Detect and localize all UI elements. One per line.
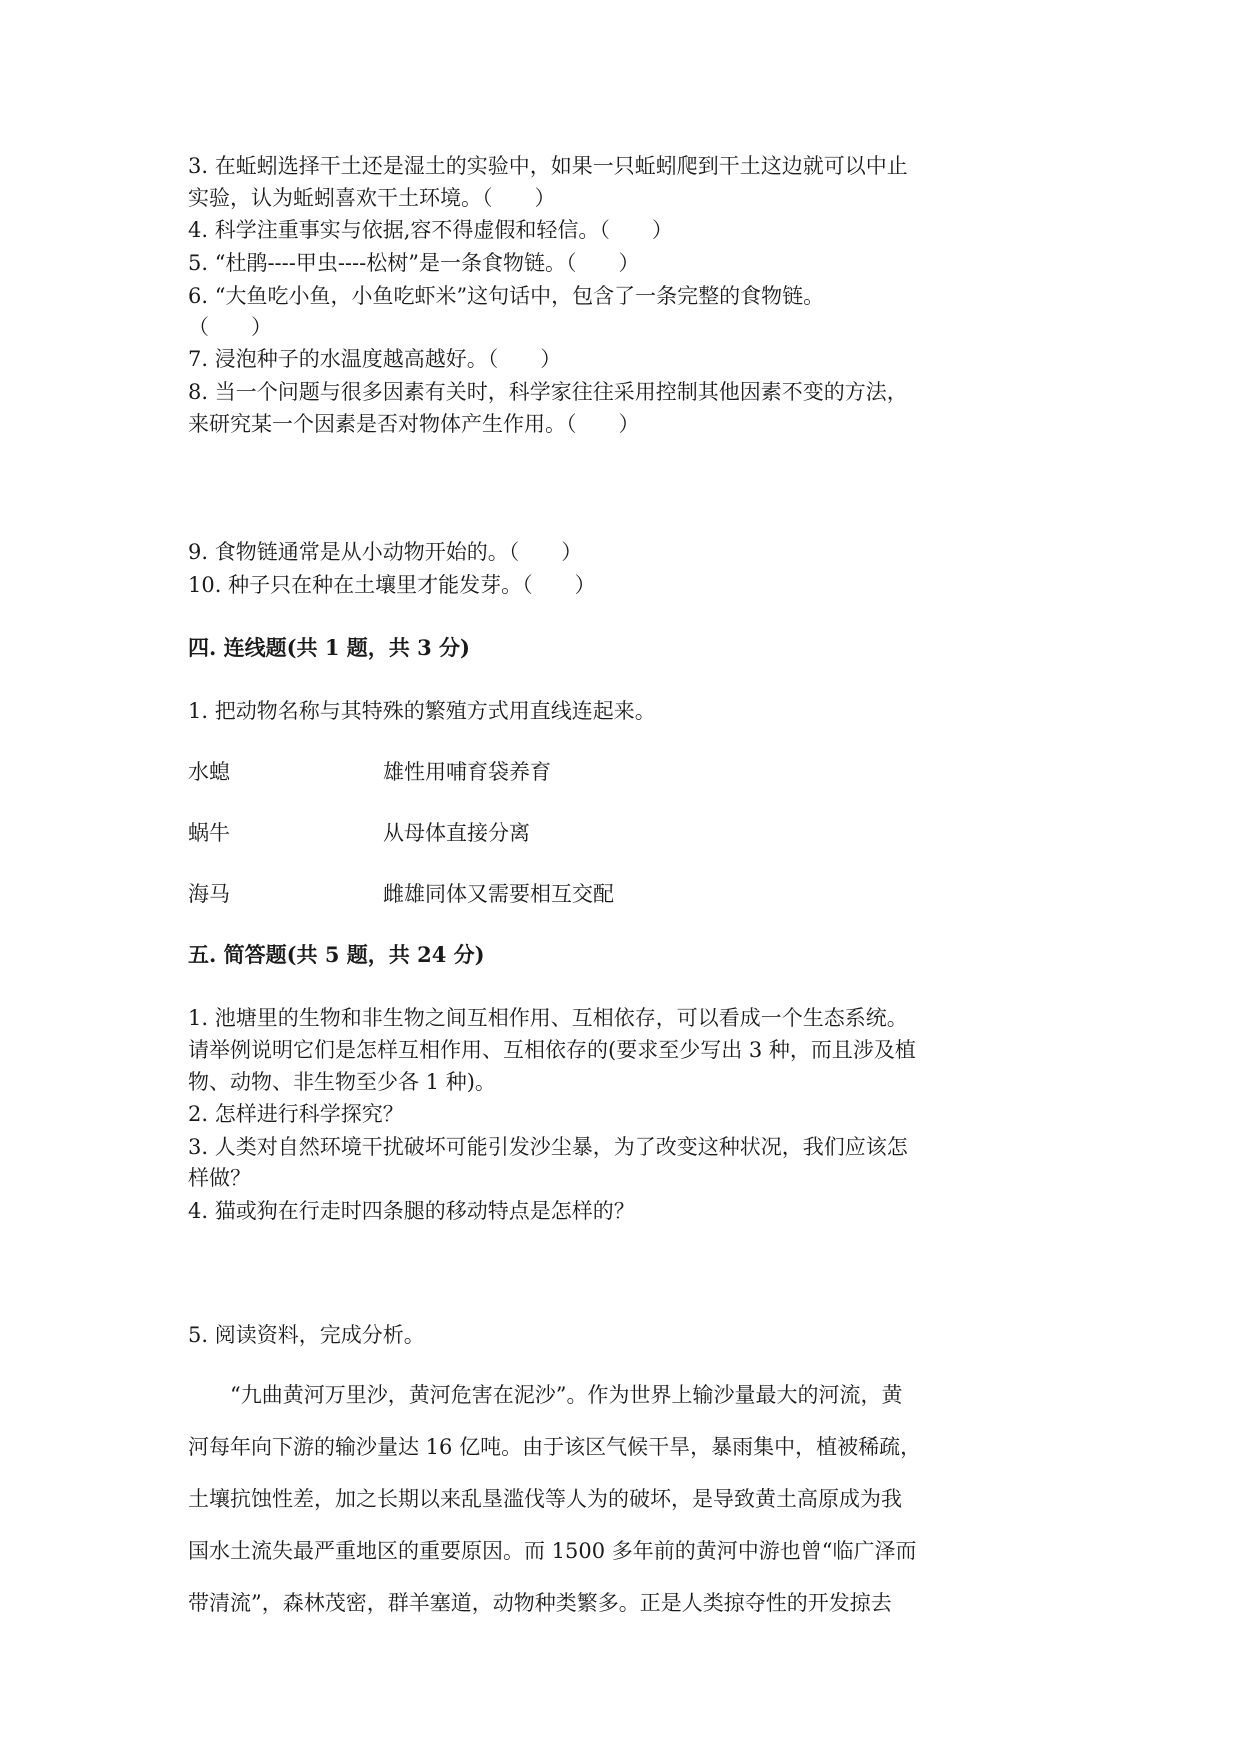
passage-line: 土壤抗蚀性差，加之长期以来乱垦滥伐等人为的破坏，是导致黄土高原成为我 xyxy=(188,1487,902,1511)
question-line: 5. “杜鹃----甲虫----松树”是一条食物链。（ ） xyxy=(188,251,640,275)
question-line: 1. 池塘里的生物和非生物之间互相作用、互相依存，可以看成一个生态系统。 xyxy=(188,1006,908,1030)
match-right-item: 雄性用哺育袋养育 xyxy=(383,760,551,784)
question-line: 5. 阅读资料，完成分析。 xyxy=(188,1323,425,1347)
passage-line: 河每年向下游的输沙量达 16 亿吨。由于该区气候干旱，暴雨集中，植被稀疏， xyxy=(188,1435,922,1459)
match-left-item: 海马 xyxy=(188,882,230,906)
question-line: 物、动物、非生物至少各 1 种)。 xyxy=(188,1070,496,1094)
match-left-item: 蜗牛 xyxy=(188,821,230,845)
question-line: 4. 猫或狗在行走时四条腿的移动特点是怎样的？ xyxy=(188,1199,635,1223)
question-line: 9. 食物链通常是从小动物开始的。（ ） xyxy=(188,540,583,564)
passage-line: “九曲黄河万里沙，黄河危害在泥沙”。作为世界上输沙量最大的河流，黄 xyxy=(188,1383,903,1407)
question-line: 2. 怎样进行科学探究？ xyxy=(188,1102,404,1126)
question-line: 7. 浸泡种子的水温度越高越好。（ ） xyxy=(188,347,562,371)
passage-line: 带清流”，森林茂密，群羊塞道，动物种类繁多。正是人类掠夺性的开发掠去 xyxy=(188,1591,892,1615)
question-line: 3. 人类对自然环境干扰破坏可能引发沙尘暴，为了改变这种状况，我们应该怎 xyxy=(188,1135,908,1159)
question-line: 4. 科学注重事实与依据,容不得虚假和轻信。（ ） xyxy=(188,218,673,242)
match-left-item: 水螅 xyxy=(188,760,230,784)
question-line: 样做？ xyxy=(188,1166,251,1190)
question-line: 8. 当一个问题与很多因素有关时，科学家往往采用控制其他因素不变的方法， xyxy=(188,380,908,404)
match-right-item: 从母体直接分离 xyxy=(383,821,530,845)
question-line: 3. 在蚯蚓选择干土还是湿土的实验中，如果一只蚯蚓爬到干土这边就可以中止 xyxy=(188,154,908,178)
passage-line: 国水土流失最严重地区的重要原因。而 1500 多年前的黄河中游也曾“临广泽而 xyxy=(188,1539,917,1563)
section-heading: 四. 连线题(共 1 题，共 3 分) xyxy=(188,635,470,660)
question-line: 10. 种子只在种在土壤里才能发芽。（ ） xyxy=(188,573,596,597)
section-heading: 五. 简答题(共 5 题，共 24 分) xyxy=(188,942,485,967)
question-line: 请举例说明它们是怎样互相作用、互相依存的(要求至少写出 3 种，而且涉及植 xyxy=(188,1038,916,1062)
match-right-item: 雌雄同体又需要相互交配 xyxy=(383,882,614,906)
question-line: （ ） xyxy=(188,315,272,339)
question-line: 实验，认为蚯蚓喜欢干土环境。（ ） xyxy=(188,186,556,210)
question-line: 1. 把动物名称与其特殊的繁殖方式用直线连起来。 xyxy=(188,699,656,723)
question-line: 来研究某一个因素是否对物体产生作用。（ ） xyxy=(188,412,640,436)
question-line: 6. “大鱼吃小鱼，小鱼吃虾米”这句话中，包含了一条完整的食物链。 xyxy=(188,284,825,308)
